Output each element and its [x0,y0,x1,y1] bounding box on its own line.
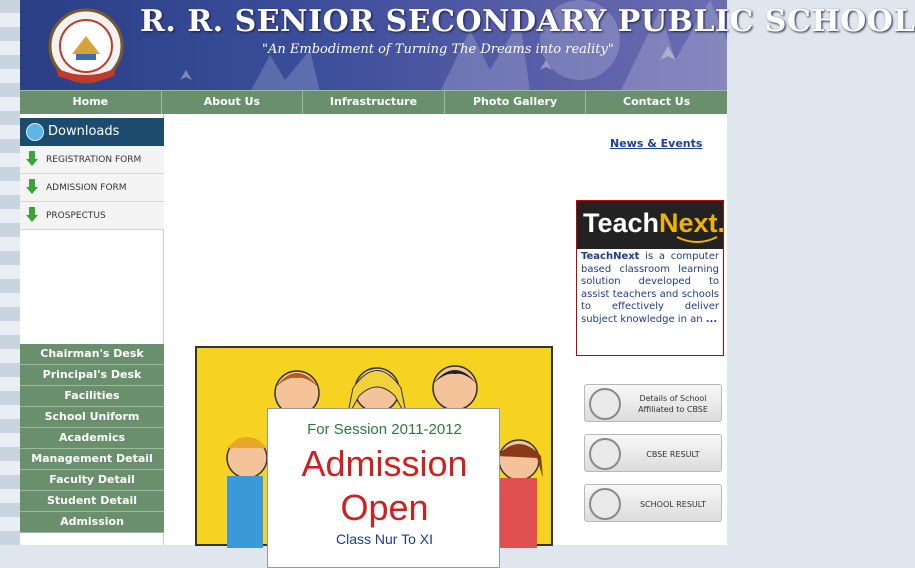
downloads-header [20,118,164,146]
download-circle-icon [26,123,44,141]
teachnext-logo-main: Teach [583,208,660,238]
header-banner [20,0,915,92]
menu-principals-desk[interactable]: Principal's Desk [20,365,164,386]
teachnext-logo-accent: Next. [659,208,726,238]
side-menu [20,344,164,533]
teachnext-ad[interactable] [576,200,724,356]
download-item-label: ADMISSION FORM [46,183,127,193]
poster-board [267,408,500,568]
cbse-result-button[interactable] [584,434,722,472]
seal-icon [589,388,621,420]
menu-facilities[interactable]: Facilities [20,386,164,407]
admission-poster [195,346,553,546]
nav-contact-us[interactable]: Contact Us [623,95,691,108]
green-download-arrow-icon [26,151,38,167]
left-sidebar [20,114,164,545]
school-name: R. R. SENIOR SECONDARY PUBLIC SCHOOL [140,4,915,39]
poster-admission: Admission [301,443,468,484]
poster-session: For Session 2011-2012 [307,421,462,438]
news-events-link[interactable]: News & Events [610,137,703,150]
download-prospectus[interactable] [20,202,164,230]
menu-school-uniform[interactable]: School Uniform [20,407,164,428]
teachnext-desc-text: is a computer based classroom learning solution developed to assist teachers and schools to effectively deliver subject knowledge in an [581,251,719,325]
school-logo [46,6,126,86]
cert-button-label: CBSE RESULT [646,449,700,459]
download-admission-form[interactable] [20,174,164,202]
nav-about-us[interactable]: About Us [162,91,304,114]
nav-photo-gallery[interactable]: Photo Gallery [445,91,587,114]
menu-chairmans-desk[interactable]: Chairman's Desk [20,344,164,365]
menu-management-detail[interactable]: Management Detail [20,449,164,470]
poster-open: Open [340,487,429,528]
cert-button-label: SCHOOL RESULT [639,499,707,509]
school-tagline: "An Embodiment of Turning The Dreams into reality" [262,42,614,57]
menu-faculty-detail[interactable]: Faculty Detail [20,470,164,491]
menu-student-detail[interactable]: Student Detail [20,491,164,512]
green-download-arrow-icon [26,179,38,195]
page-edge-stripes [0,0,20,545]
teachnext-more-link[interactable]: ... [705,313,718,325]
download-item-label: REGISTRATION FORM [46,155,142,165]
menu-academics[interactable]: Academics [20,428,164,449]
teachnext-logo [577,201,726,249]
menu-admission[interactable]: Admission [20,512,164,533]
teachnext-brand: TeachNext [581,251,640,262]
swoosh-icon [677,235,717,245]
teachnext-description [577,249,723,328]
cbse-affiliation-button[interactable] [584,384,722,422]
download-item-label: PROSPECTUS [46,211,106,221]
nav-home[interactable]: Home [20,91,162,114]
main-content [20,114,727,545]
downloads-title: Downloads [48,124,120,139]
green-download-arrow-icon [26,207,38,223]
cert-button-label: Details of School Affiliated to CBSE [638,394,708,414]
nav-infrastructure[interactable]: Infrastructure [303,91,445,114]
top-navigation [20,90,727,114]
download-registration-form[interactable] [20,146,164,174]
poster-classes: Class Nur To XI [336,531,433,547]
downloads-list [20,146,164,230]
school-result-button[interactable] [584,484,722,522]
seal-icon [589,488,621,520]
seal-icon [589,438,621,470]
